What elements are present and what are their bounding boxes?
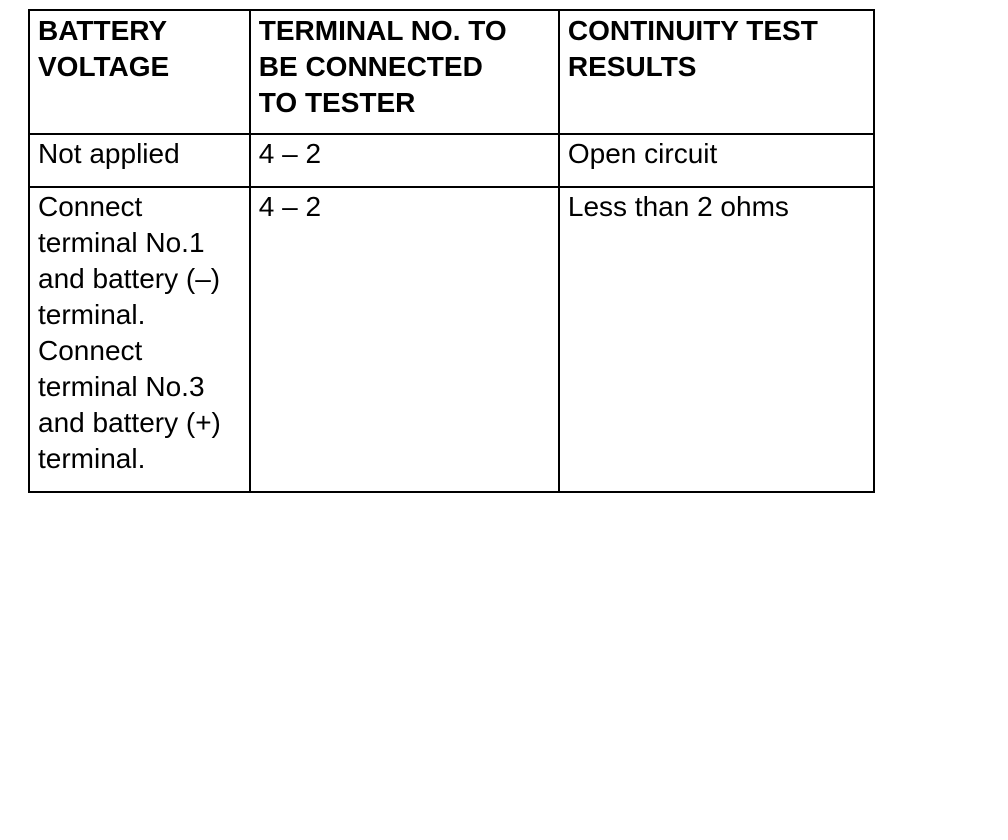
cell-value: Connect terminal No.1 and battery (–) terminal. Connect terminal No.3 and battery (+) terminal. (38, 191, 221, 474)
cell-terminal-no (250, 134, 559, 187)
cell-continuity-result (559, 134, 874, 187)
header-label: TERMINAL NO. TO BE CONNECTED TO TESTER (258, 15, 507, 118)
header-label: BATTERY VOLTAGE (38, 15, 170, 82)
cell-value: Open circuit (567, 138, 718, 169)
cell-value: 4 – 2 (258, 191, 322, 222)
header-terminal-no (250, 10, 559, 134)
cell-value: 4 – 2 (258, 138, 322, 169)
cell-battery-voltage (29, 187, 250, 492)
header-battery-voltage (29, 10, 250, 134)
table-row (29, 134, 874, 187)
cell-value: Less than 2 ohms (567, 191, 789, 222)
cell-value: Not applied (38, 138, 180, 169)
cell-continuity-result (559, 187, 874, 492)
table-row (29, 187, 874, 492)
table-header-row (29, 10, 874, 134)
header-continuity-results (559, 10, 874, 134)
cell-terminal-no (250, 187, 559, 492)
cell-battery-voltage (29, 134, 250, 187)
header-label: CONTINUITY TEST RESULTS (567, 15, 818, 82)
continuity-test-table (28, 9, 875, 493)
